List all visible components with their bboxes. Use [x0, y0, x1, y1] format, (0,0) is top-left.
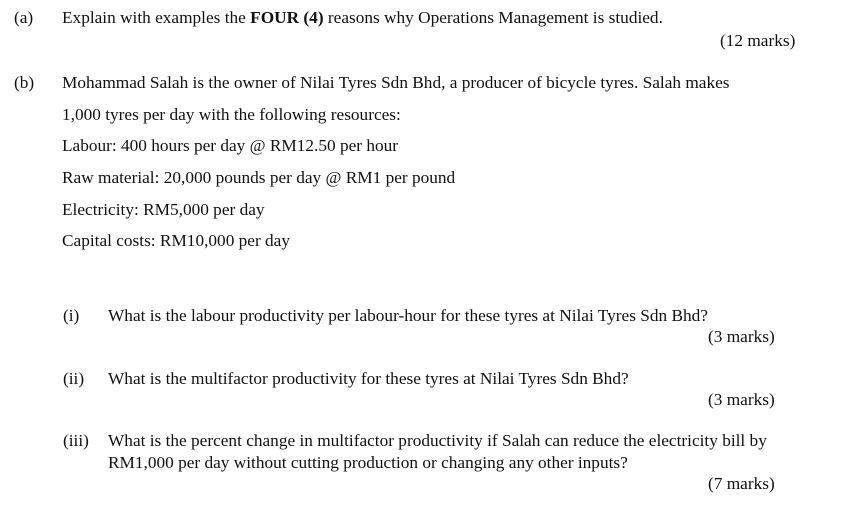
part-a-question — [62, 8, 663, 28]
sub-question-ii-text: What is the multifactor productivity for these tyres at Nilai Tyres Sdn Bhd? — [108, 369, 629, 388]
sub-question-ii-label: (ii) — [63, 369, 85, 388]
sub-question-i-text: What is the labour productivity per labour-hour for these tyres at Nilai Tyres Sdn Bhd? — [108, 306, 708, 325]
part-a-question-post: reasons why Operations Management is studied. — [323, 8, 663, 27]
part-a-marks: (12 marks) — [720, 31, 796, 50]
resource-raw-material: Raw material: 20,000 pounds per day @ RM1 per pound — [62, 168, 456, 187]
part-a-label: (a) — [14, 8, 34, 27]
part-a-question-bold: FOUR (4) — [250, 8, 324, 27]
sub-question-i-label: (i) — [63, 306, 80, 325]
part-a-question-pre: Explain with examples the — [62, 8, 251, 27]
sub-question-i-marks: (3 marks) — [708, 327, 775, 346]
sub-question-iii-text-line1: What is the percent change in multifactor productivity if Salah can reduce the electricity bill by — [108, 431, 767, 450]
resource-labour: Labour: 400 hours per day @ RM12.50 per hour — [62, 136, 399, 155]
sub-question-iii-text-line2: RM1,000 per day without cutting production or changing any other inputs? — [108, 453, 628, 472]
resource-electricity: Electricity: RM5,000 per day — [62, 200, 265, 219]
part-b-intro-line1: Mohammad Salah is the owner of Nilai Tyres Sdn Bhd, a producer of bicycle tyres. Salah makes — [62, 73, 730, 92]
sub-question-iii-marks: (7 marks) — [708, 474, 775, 493]
part-b-intro-line2: 1,000 tyres per day with the following resources: — [62, 105, 401, 124]
part-b-label: (b) — [14, 73, 35, 92]
sub-question-ii-marks: (3 marks) — [708, 390, 775, 409]
resource-capital: Capital costs: RM10,000 per day — [62, 231, 290, 250]
sub-question-iii-label: (iii) — [63, 431, 89, 450]
